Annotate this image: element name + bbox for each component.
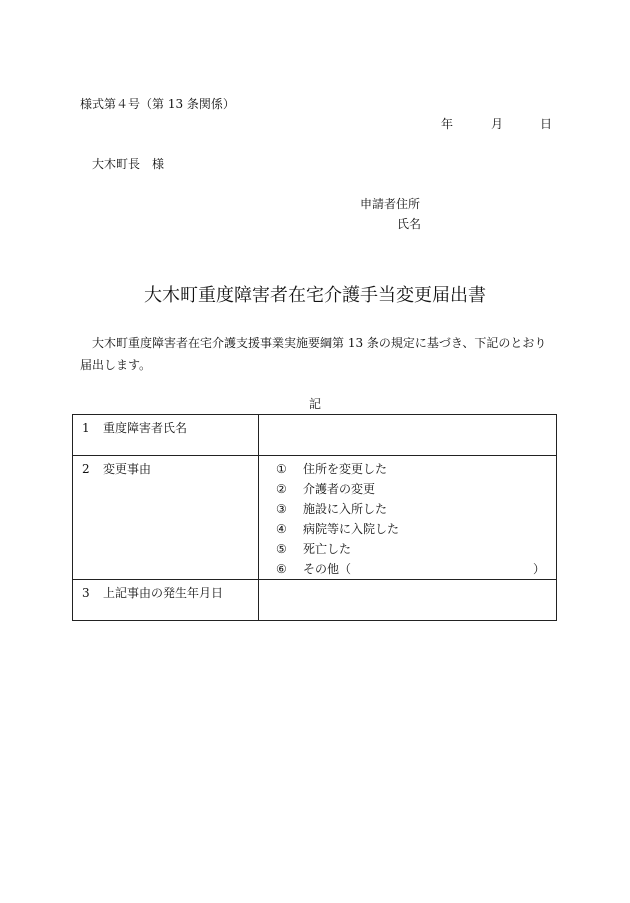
date-month-label: 月 [491, 117, 504, 131]
reason-marker: ① [276, 462, 287, 476]
reason-text: その他（ [303, 562, 352, 576]
reason-option-other[interactable] [276, 559, 556, 579]
reason-marker: ② [276, 482, 287, 496]
reason-text: 介護者の変更 [303, 482, 376, 496]
other-close-paren: ） [533, 562, 546, 576]
row-label-cell [73, 456, 259, 580]
reason-option[interactable] [276, 519, 556, 539]
row-label-cell [73, 415, 259, 456]
table-row [73, 456, 557, 580]
row-label: 重度障害者氏名 [103, 421, 188, 435]
body-text-line-2: 届出します。 [80, 358, 152, 372]
disabled-person-name-field[interactable] [259, 415, 557, 456]
row-number: 2 [82, 462, 90, 476]
body-text-line-1: 大木町重度障害者在宅介護支援事業実施要綱第 13 条の規定に基づき、下記のとおり [92, 336, 547, 350]
change-reason-options [259, 456, 557, 580]
reason-marker: ⑤ [276, 542, 287, 556]
reason-text: 住所を変更した [303, 462, 388, 476]
reason-option[interactable] [276, 499, 556, 519]
row-number: 1 [82, 421, 90, 435]
table-row [73, 580, 557, 621]
applicant-name-label: 氏名 [397, 217, 422, 231]
reason-option[interactable] [276, 459, 556, 479]
date-day-label: 日 [540, 117, 553, 131]
reason-option[interactable] [276, 479, 556, 499]
row-label-cell [73, 580, 259, 621]
reason-text: 施設に入所した [303, 502, 388, 516]
addressee: 大木町長 様 [92, 157, 165, 171]
table-row [73, 415, 557, 456]
reason-marker: ③ [276, 502, 287, 516]
reason-text: 病院等に入院した [303, 522, 400, 536]
reason-marker: ④ [276, 522, 287, 536]
row-label: 変更事由 [103, 462, 152, 476]
document-title: 大木町重度障害者在宅介護手当変更届出書 [144, 285, 486, 306]
row-label: 上記事由の発生年月日 [103, 586, 224, 600]
reason-option[interactable] [276, 539, 556, 559]
row-number: 3 [82, 586, 90, 600]
items-table [72, 414, 557, 621]
ki-heading: 記 [308, 397, 321, 411]
reason-text: 死亡した [303, 542, 352, 556]
applicant-address-label: 申請者住所 [360, 197, 421, 211]
date-year-label: 年 [441, 117, 454, 131]
form-number: 様式第４号（第 13 条関係） [80, 97, 235, 111]
occurrence-date-field[interactable] [259, 580, 557, 621]
reason-marker: ⑥ [276, 562, 287, 576]
